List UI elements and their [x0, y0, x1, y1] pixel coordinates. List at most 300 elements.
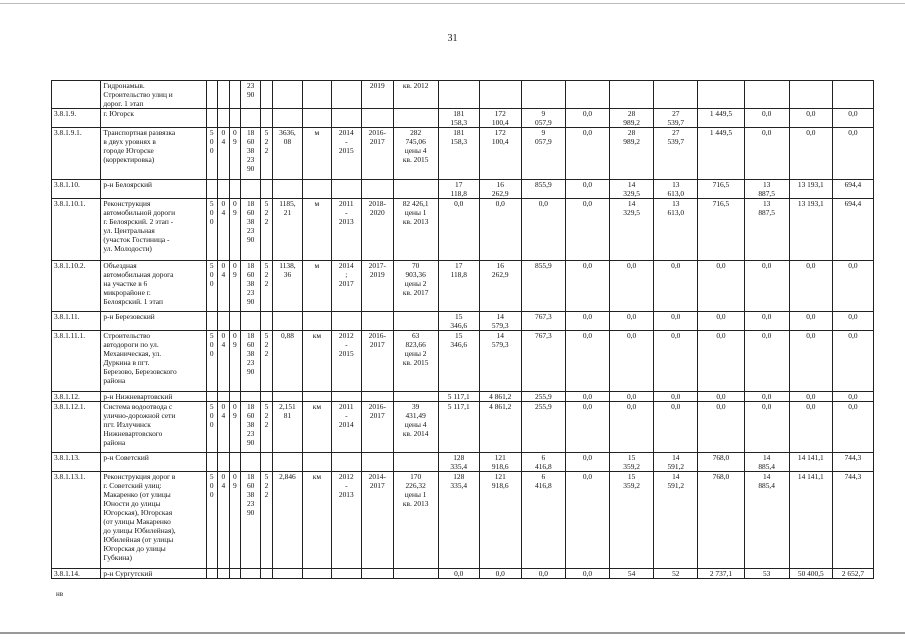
- table-cell: 3.8.1.11.: [52, 312, 101, 331]
- table-cell: 1 449,5: [698, 128, 744, 180]
- table-cell: 14 579,3: [479, 312, 521, 331]
- table-cell: 0,0: [654, 392, 698, 402]
- table-cell: 0,0: [610, 392, 654, 402]
- table-cell: [206, 312, 218, 331]
- table-cell: 23 90: [241, 81, 261, 109]
- table-cell: 181 158,3: [438, 109, 479, 128]
- table-row: [52, 402, 874, 453]
- table-cell: 53: [744, 569, 789, 579]
- table-cell: кв. 2012: [393, 81, 438, 109]
- table-cell: 4 861,2: [479, 402, 521, 453]
- table-cell: [393, 392, 438, 402]
- table-cell: 0,0: [789, 312, 832, 331]
- table-cell: 0,0: [832, 109, 873, 128]
- table-cell: [261, 569, 273, 579]
- table-cell: р-н Березовский: [101, 312, 206, 331]
- table-cell: 9 057,9: [521, 109, 565, 128]
- table-cell: [206, 569, 218, 579]
- table-cell: 6 416,8: [521, 472, 565, 569]
- table-cell: 28 989,2: [610, 128, 654, 180]
- table-row: [52, 128, 874, 180]
- table-cell: 0,0: [744, 312, 789, 331]
- table-cell: 0,0: [832, 402, 873, 453]
- table-cell: [362, 453, 394, 472]
- table-cell: [206, 109, 218, 128]
- table-cell: [698, 81, 744, 109]
- table-cell: 70 903,36 цены 2 кв. 2017: [393, 261, 438, 312]
- table-cell: [832, 81, 873, 109]
- table-cell: [241, 109, 261, 128]
- table-cell: 767,3: [521, 312, 565, 331]
- table-row: [52, 392, 874, 402]
- table-cell: 0,0: [789, 109, 832, 128]
- table-cell: [241, 312, 261, 331]
- table-cell: 14 591,2: [654, 453, 698, 472]
- table-cell: 27 539,7: [654, 109, 698, 128]
- table-cell: 5 2 2: [261, 199, 273, 261]
- table-cell: 5 2 2: [261, 331, 273, 392]
- table-cell: 128 335,4: [438, 453, 479, 472]
- table-cell: км: [303, 472, 331, 569]
- table-cell: 0,0: [832, 392, 873, 402]
- table-cell: 0,0: [654, 331, 698, 392]
- table-cell: 2 652,7: [832, 569, 873, 579]
- table-cell: 0,0: [744, 109, 789, 128]
- table-cell: 5 117,1: [438, 402, 479, 453]
- table-cell: 0 9: [229, 402, 241, 453]
- table-cell: 855,9: [521, 261, 565, 312]
- table-cell: 0,0: [565, 402, 609, 453]
- table-cell: 0,0: [832, 128, 873, 180]
- table-cell: Система водоотвода с улично-дорожной сети пгт. Излучинск Нижневартовского района: [101, 402, 206, 453]
- footer-mark: нв: [56, 590, 64, 598]
- table-cell: 16 262,9: [479, 180, 521, 199]
- table-cell: [229, 81, 241, 109]
- table-cell: [362, 569, 394, 579]
- table-cell: 2016- 2017: [362, 128, 394, 180]
- table-cell: 3.8.1.10.1.: [52, 199, 101, 261]
- table-cell: р-н Сургутский: [101, 569, 206, 579]
- table-cell: [789, 81, 832, 109]
- table-cell: [744, 81, 789, 109]
- table-cell: [303, 392, 331, 402]
- table-cell: [206, 453, 218, 472]
- table-cell: 170 226,32 цены 1 кв. 2013: [393, 472, 438, 569]
- table-cell: [393, 453, 438, 472]
- table-cell: 14 591,2: [654, 472, 698, 569]
- table-cell: 52: [654, 569, 698, 579]
- table-cell: 39 431,49 цены 4 кв. 2014: [393, 402, 438, 453]
- table-cell: 2018- 2020: [362, 199, 394, 261]
- table-row: [52, 261, 874, 312]
- table-cell: 3.8.1.9.: [52, 109, 101, 128]
- table-cell: [393, 312, 438, 331]
- table-cell: [241, 180, 261, 199]
- table-cell: [261, 180, 273, 199]
- table-cell: [362, 180, 394, 199]
- table-cell: [272, 180, 302, 199]
- table-cell: 0 9: [229, 128, 241, 180]
- table-cell: 0,0: [565, 453, 609, 472]
- table-cell: 14 329,5: [610, 180, 654, 199]
- table-cell: 172 100,4: [479, 128, 521, 180]
- table-cell: 13 613,0: [654, 180, 698, 199]
- budget-table: [51, 80, 874, 579]
- table-cell: 0,0: [565, 261, 609, 312]
- table-cell: 5 0 0: [206, 128, 218, 180]
- table-cell: 744,3: [832, 472, 873, 569]
- table-cell: 2016- 2017: [362, 331, 394, 392]
- table-cell: [272, 312, 302, 331]
- table-cell: 17 118,8: [438, 180, 479, 199]
- table-cell: 0,0: [610, 331, 654, 392]
- table-cell: 0 9: [229, 331, 241, 392]
- table-cell: 0,0: [698, 392, 744, 402]
- table-cell: 2011 - 2013: [331, 199, 361, 261]
- table-cell: 282 745,06 цены 4 кв. 2015: [393, 128, 438, 180]
- table-cell: [229, 109, 241, 128]
- table-cell: 0 4: [218, 261, 230, 312]
- table-cell: 13 613,0: [654, 199, 698, 261]
- table-cell: 0,0: [565, 109, 609, 128]
- table-cell: 17 118,8: [438, 261, 479, 312]
- table-cell: 0,88: [272, 331, 302, 392]
- table-cell: 0,0: [744, 331, 789, 392]
- table-cell: 6 416,8: [521, 453, 565, 472]
- table-cell: 5 117,1: [438, 392, 479, 402]
- table-cell: 1185, 21: [272, 199, 302, 261]
- table-row: [52, 472, 874, 569]
- table-cell: 0 4: [218, 128, 230, 180]
- table-cell: 768,0: [698, 453, 744, 472]
- table-cell: [479, 81, 521, 109]
- table-cell: [206, 392, 218, 402]
- table-cell: [565, 81, 609, 109]
- table-cell: 13 887,5: [744, 199, 789, 261]
- table-cell: 3.8.1.9.1.: [52, 128, 101, 180]
- table-cell: м: [303, 261, 331, 312]
- table-cell: 2019: [362, 81, 394, 109]
- table-cell: 0,0: [698, 261, 744, 312]
- table-cell: [610, 81, 654, 109]
- table-cell: 82 426,1 цены 1 кв. 2013: [393, 199, 438, 261]
- table-cell: [261, 109, 273, 128]
- table-cell: 54: [610, 569, 654, 579]
- table-cell: 0,0: [565, 331, 609, 392]
- table-cell: 5 0 0: [206, 261, 218, 312]
- table-cell: [393, 109, 438, 128]
- table-cell: 0,0: [565, 128, 609, 180]
- table-cell: [229, 180, 241, 199]
- table-cell: км: [303, 331, 331, 392]
- table-cell: 13 887,5: [744, 180, 789, 199]
- table-cell: 3636, 08: [272, 128, 302, 180]
- table-cell: 5 2 2: [261, 402, 273, 453]
- table-cell: 0,0: [832, 331, 873, 392]
- table-cell: 0,0: [438, 199, 479, 261]
- table-cell: 0,0: [565, 180, 609, 199]
- table-cell: Строительство автодороги по ул. Механическая, ул. Дуркина в пгт. Березово, Березовского района: [101, 331, 206, 392]
- table-cell: 9 057,9: [521, 128, 565, 180]
- table-cell: [261, 392, 273, 402]
- table-cell: 0 4: [218, 402, 230, 453]
- table-cell: 0,0: [565, 312, 609, 331]
- table-cell: 0,0: [789, 402, 832, 453]
- table-cell: [393, 569, 438, 579]
- table-cell: 0,0: [438, 569, 479, 579]
- table-cell: 18 60 38 23 90: [241, 199, 261, 261]
- table-cell: [218, 569, 230, 579]
- table-row: [52, 109, 874, 128]
- table-cell: 5 0 0: [206, 331, 218, 392]
- table-cell: 14 141,1: [789, 453, 832, 472]
- table-cell: 744,3: [832, 453, 873, 472]
- table-cell: 768,0: [698, 472, 744, 569]
- table-cell: 0,0: [698, 331, 744, 392]
- table-cell: 0,0: [789, 261, 832, 312]
- table-cell: 0 9: [229, 472, 241, 569]
- table-cell: 3.8.1.12.1.: [52, 402, 101, 453]
- table-cell: 3.8.1.13.1.: [52, 472, 101, 569]
- table-cell: 14 885,4: [744, 453, 789, 472]
- table-cell: 694,4: [832, 180, 873, 199]
- table-cell: 3.8.1.11.1.: [52, 331, 101, 392]
- table-cell: 0,0: [698, 402, 744, 453]
- table-cell: Реконструкция дорог в г. Советский улиц: Макаренко (от улицы Юности до улицы Югорская), Югорская (от улицы Макаренко до улицы Юбилейная), Юбилейная (от улицы Югорская до улицы Губкина): [101, 472, 206, 569]
- table-cell: [331, 312, 361, 331]
- table-cell: [218, 180, 230, 199]
- table-cell: Реконструкция автомобильной дороги г. Белоярский. 2 этап - ул. Центральная (участок Гостиница - ул. Молодости): [101, 199, 206, 261]
- scan-edge-top: [0, 3, 905, 4]
- table-cell: [303, 180, 331, 199]
- table-cell: 18 60 38 23 90: [241, 261, 261, 312]
- table-cell: 14 885,4: [744, 472, 789, 569]
- table-cell: 121 918,6: [479, 472, 521, 569]
- table-cell: 5 0 0: [206, 402, 218, 453]
- scan-edge-bottom: [0, 632, 905, 634]
- table-cell: 1 449,5: [698, 109, 744, 128]
- table-cell: 172 100,4: [479, 109, 521, 128]
- table-cell: 0,0: [521, 199, 565, 261]
- table-cell: [521, 81, 565, 109]
- table-cell: 15 346,6: [438, 331, 479, 392]
- table-cell: [206, 81, 218, 109]
- table-cell: [272, 392, 302, 402]
- table-cell: 0 9: [229, 199, 241, 261]
- table-cell: 2012 - 2013: [331, 472, 361, 569]
- table-cell: [393, 180, 438, 199]
- table-cell: г. Югорск: [101, 109, 206, 128]
- table-cell: [218, 312, 230, 331]
- table-cell: [303, 453, 331, 472]
- table-cell: 0,0: [832, 261, 873, 312]
- table-cell: [52, 81, 101, 109]
- table-cell: [362, 312, 394, 331]
- table-cell: [272, 453, 302, 472]
- table-cell: 27 539,7: [654, 128, 698, 180]
- table-cell: [654, 81, 698, 109]
- table-cell: [218, 109, 230, 128]
- table-cell: [229, 392, 241, 402]
- table-cell: [241, 453, 261, 472]
- table-cell: [331, 81, 361, 109]
- table-cell: 14 579,3: [479, 331, 521, 392]
- table-row: [52, 199, 874, 261]
- table-cell: 13 193,1: [789, 199, 832, 261]
- table-cell: 0,0: [479, 199, 521, 261]
- table-cell: [218, 81, 230, 109]
- table-cell: 2016- 2017: [362, 402, 394, 453]
- table-cell: [261, 81, 273, 109]
- table-cell: 0,0: [744, 392, 789, 402]
- table-cell: 5 2 2: [261, 472, 273, 569]
- table-cell: [362, 392, 394, 402]
- table-cell: 3.8.1.14.: [52, 569, 101, 579]
- table-cell: 2014 - 2015: [331, 128, 361, 180]
- table-cell: Объездная автомобильная дорога на участке в 6 микрорайоне г. Белоярский. 1 этап: [101, 261, 206, 312]
- table-cell: 15 346,6: [438, 312, 479, 331]
- table-cell: м: [303, 199, 331, 261]
- table-cell: [272, 109, 302, 128]
- table-cell: [438, 81, 479, 109]
- table-cell: 0,0: [744, 402, 789, 453]
- table-cell: 2014 ; 2017: [331, 261, 361, 312]
- table-cell: 15 359,2: [610, 453, 654, 472]
- table-cell: [272, 569, 302, 579]
- table-row: [52, 453, 874, 472]
- table-cell: 2012 - 2015: [331, 331, 361, 392]
- table-body: [52, 81, 874, 579]
- table-cell: [303, 569, 331, 579]
- table-cell: 0 4: [218, 199, 230, 261]
- table-cell: 2017- 2019: [362, 261, 394, 312]
- table-cell: [303, 109, 331, 128]
- table-cell: 128 335,4: [438, 472, 479, 569]
- table-cell: Гидронамыв. Строительство улиц и дорог. 1 этап: [101, 81, 206, 109]
- table-cell: р-н Советский: [101, 453, 206, 472]
- table-cell: км: [303, 402, 331, 453]
- table-cell: 0,0: [610, 312, 654, 331]
- table-cell: 767,3: [521, 331, 565, 392]
- table-cell: 2,846: [272, 472, 302, 569]
- table-cell: 5 0 0: [206, 472, 218, 569]
- table-row: [52, 180, 874, 199]
- table-cell: 3.8.1.13.: [52, 453, 101, 472]
- table-cell: 0,0: [654, 312, 698, 331]
- table-cell: 0,0: [521, 569, 565, 579]
- table-cell: 716,5: [698, 199, 744, 261]
- table-cell: [331, 180, 361, 199]
- table-cell: 4 861,2: [479, 392, 521, 402]
- table-cell: 0,0: [479, 569, 521, 579]
- table-cell: 0,0: [565, 472, 609, 569]
- table-cell: 15 359,2: [610, 472, 654, 569]
- table-cell: 50 400,5: [789, 569, 832, 579]
- table-cell: 716,5: [698, 180, 744, 199]
- table-cell: [303, 312, 331, 331]
- table-row: [52, 569, 874, 579]
- table-cell: [331, 109, 361, 128]
- table-cell: [331, 453, 361, 472]
- table-cell: 0,0: [654, 402, 698, 453]
- table-cell: 28 989,2: [610, 109, 654, 128]
- table-cell: 0,0: [565, 392, 609, 402]
- table-cell: 255,9: [521, 402, 565, 453]
- table-cell: 16 262,9: [479, 261, 521, 312]
- table-row: [52, 81, 874, 109]
- table-cell: 13 193,1: [789, 180, 832, 199]
- table-row: [52, 331, 874, 392]
- table-cell: 0,0: [610, 402, 654, 453]
- table-cell: 0,0: [832, 312, 873, 331]
- table-cell: 0,0: [744, 128, 789, 180]
- table-cell: 2 737,1: [698, 569, 744, 579]
- table-cell: 255,9: [521, 392, 565, 402]
- table-cell: 0,0: [789, 331, 832, 392]
- table-cell: 5 2 2: [261, 261, 273, 312]
- table-cell: 0,0: [565, 199, 609, 261]
- table-cell: [261, 453, 273, 472]
- table-cell: 63 823,66 цены 2 кв. 2015: [393, 331, 438, 392]
- table-cell: 181 158,3: [438, 128, 479, 180]
- table-cell: 5 2 2: [261, 128, 273, 180]
- table-cell: Транспортная развязка в двух уровнях в городе Югорске (корректировка): [101, 128, 206, 180]
- table-cell: [272, 81, 302, 109]
- table-cell: [241, 569, 261, 579]
- table-cell: 14 141,1: [789, 472, 832, 569]
- table-cell: р-н Нижневартовский: [101, 392, 206, 402]
- table-cell: 0,0: [610, 261, 654, 312]
- table-cell: 3.8.1.10.: [52, 180, 101, 199]
- table-cell: 694,4: [832, 199, 873, 261]
- table-cell: 0,0: [565, 569, 609, 579]
- table-cell: м: [303, 128, 331, 180]
- table-cell: [218, 392, 230, 402]
- table-cell: 18 60 38 23 90: [241, 331, 261, 392]
- table-cell: [206, 180, 218, 199]
- table-cell: 2011 - 2014: [331, 402, 361, 453]
- table-cell: 121 918,6: [479, 453, 521, 472]
- table-cell: 0,0: [789, 392, 832, 402]
- table-cell: 0,0: [789, 128, 832, 180]
- table-cell: 18 60 38 23 90: [241, 402, 261, 453]
- table-container: [51, 80, 874, 579]
- table-cell: [229, 453, 241, 472]
- table-cell: 0,0: [744, 261, 789, 312]
- table-cell: 855,9: [521, 180, 565, 199]
- table-cell: [229, 569, 241, 579]
- table-cell: [331, 392, 361, 402]
- table-cell: [229, 312, 241, 331]
- table-cell: [261, 312, 273, 331]
- page-number: 31: [447, 33, 458, 44]
- table-cell: 1138, 36: [272, 261, 302, 312]
- table-cell: 0 4: [218, 331, 230, 392]
- table-cell: [218, 453, 230, 472]
- table-cell: [303, 81, 331, 109]
- table-cell: 2,151 81: [272, 402, 302, 453]
- table-cell: 18 60 38 23 90: [241, 128, 261, 180]
- table-cell: 0 9: [229, 261, 241, 312]
- table-cell: [331, 569, 361, 579]
- table-cell: 18 60 38 23 90: [241, 472, 261, 569]
- table-cell: [362, 109, 394, 128]
- table-cell: 3.8.1.12.: [52, 392, 101, 402]
- table-cell: [241, 392, 261, 402]
- table-cell: 0,0: [698, 312, 744, 331]
- table-cell: 2014- 2017: [362, 472, 394, 569]
- table-cell: 0 4: [218, 472, 230, 569]
